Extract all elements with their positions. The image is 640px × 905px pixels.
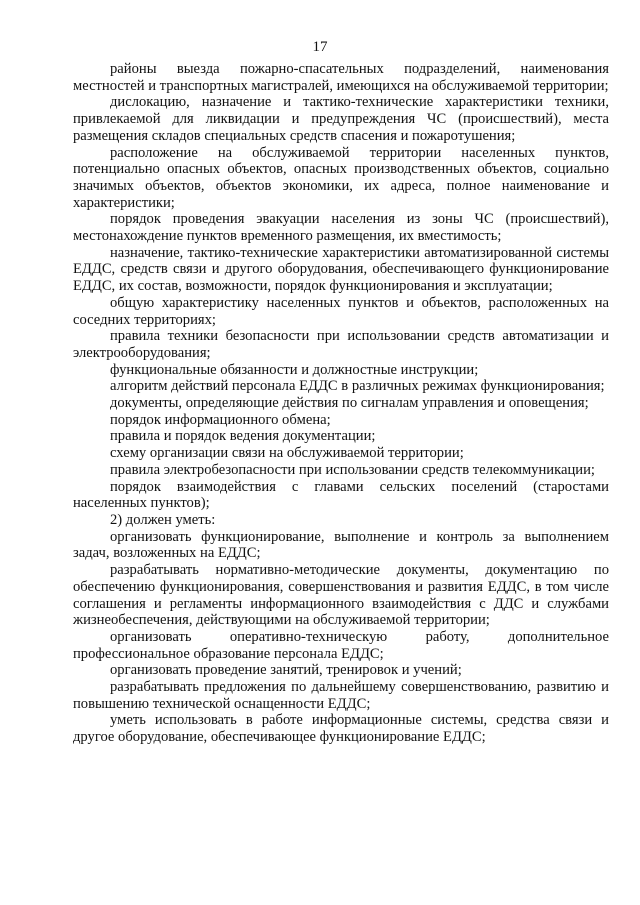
paragraph: разрабатывать предложения по дальнейшему совершенствованию, развитию и повышению технической оснащенности ЕДДС; bbox=[73, 679, 609, 712]
paragraph: уметь использовать в работе информационные системы, средства связи и другое оборудование, обеспечивающее функционирование ЕДДС; bbox=[73, 712, 609, 746]
paragraph: расположение на обслуживаемой территории населенных пунктов, потенциально опасных объектов, опасных производственных объектов, социально значимых объектов, объектов экономики, их адреса, полное наименование и характеристики; bbox=[73, 144, 609, 211]
paragraph: правила и порядок ведения документации; bbox=[110, 428, 376, 445]
paragraph: организовать проведение занятий, тренировок и учений; bbox=[110, 662, 462, 679]
paragraph: схему организации связи на обслуживаемой территории; bbox=[110, 445, 464, 462]
section-heading: 2) должен уметь: bbox=[110, 511, 216, 528]
page-number: 17 bbox=[312, 39, 328, 55]
paragraph: функциональные обязанности и должностные инструкции; bbox=[110, 361, 479, 378]
paragraph: порядок взаимодействия с главами сельских поселений (старостами населенных пунктов); bbox=[73, 478, 609, 512]
document-body bbox=[73, 61, 609, 746]
paragraph: порядок проведения эвакуации населения из зоны ЧС (происшествий), местонахождение пунктов временного размещения, их вместимость; bbox=[73, 211, 609, 245]
paragraph: организовать оперативно-техническую работу, дополнительное профессиональное образование персонала ЕДДС; bbox=[73, 628, 609, 662]
paragraph: алгоритм действий персонала ЕДДС в различных режимах функционирования; bbox=[110, 378, 605, 395]
paragraph: порядок информационного обмена; bbox=[110, 411, 331, 428]
paragraph: документы, определяющие действия по сигналам управления и оповещения; bbox=[110, 395, 589, 412]
paragraph: назначение, тактико-технические характеристики автоматизированной системы ЕДДС, средств связи и другого оборудования, обеспечивающего функционирование ЕДДС, их состав, возможности, порядок функционирования и эксплуатации; bbox=[73, 244, 609, 295]
paragraph: дислокацию, назначение и тактико-технические характеристики техники, привлекаемой для ликвидации и предупреждения ЧС (происшествий), места размещения складов специальных средств спасения и пожаротушения; bbox=[73, 94, 609, 144]
paragraph: общую характеристику населенных пунктов и объектов, расположенных на соседних территориях; bbox=[73, 294, 609, 328]
paragraph: правила техники безопасности при использовании средств автоматизации и электрооборудования; bbox=[73, 328, 609, 361]
paragraph: разрабатывать нормативно-методические документы, документацию по обеспечению функционирования, совершенствования и развития ЕДДС, в том числе соглашения и регламенты информационного взаимодействия с ДДС и службами жизнеобеспечения, действующими на обслуживаемой территории; bbox=[73, 562, 609, 629]
paragraph: районы выезда пожарно-спасательных подразделений, наименования местностей и транспортных магистралей, имеющихся на обслуживаемой территории; bbox=[73, 61, 609, 94]
paragraph: правила электробезопасности при использовании средств телекоммуникации; bbox=[110, 461, 595, 478]
paragraph: организовать функционирование, выполнение и контроль за выполнением задач, возложенных на ЕДДС; bbox=[73, 528, 609, 562]
